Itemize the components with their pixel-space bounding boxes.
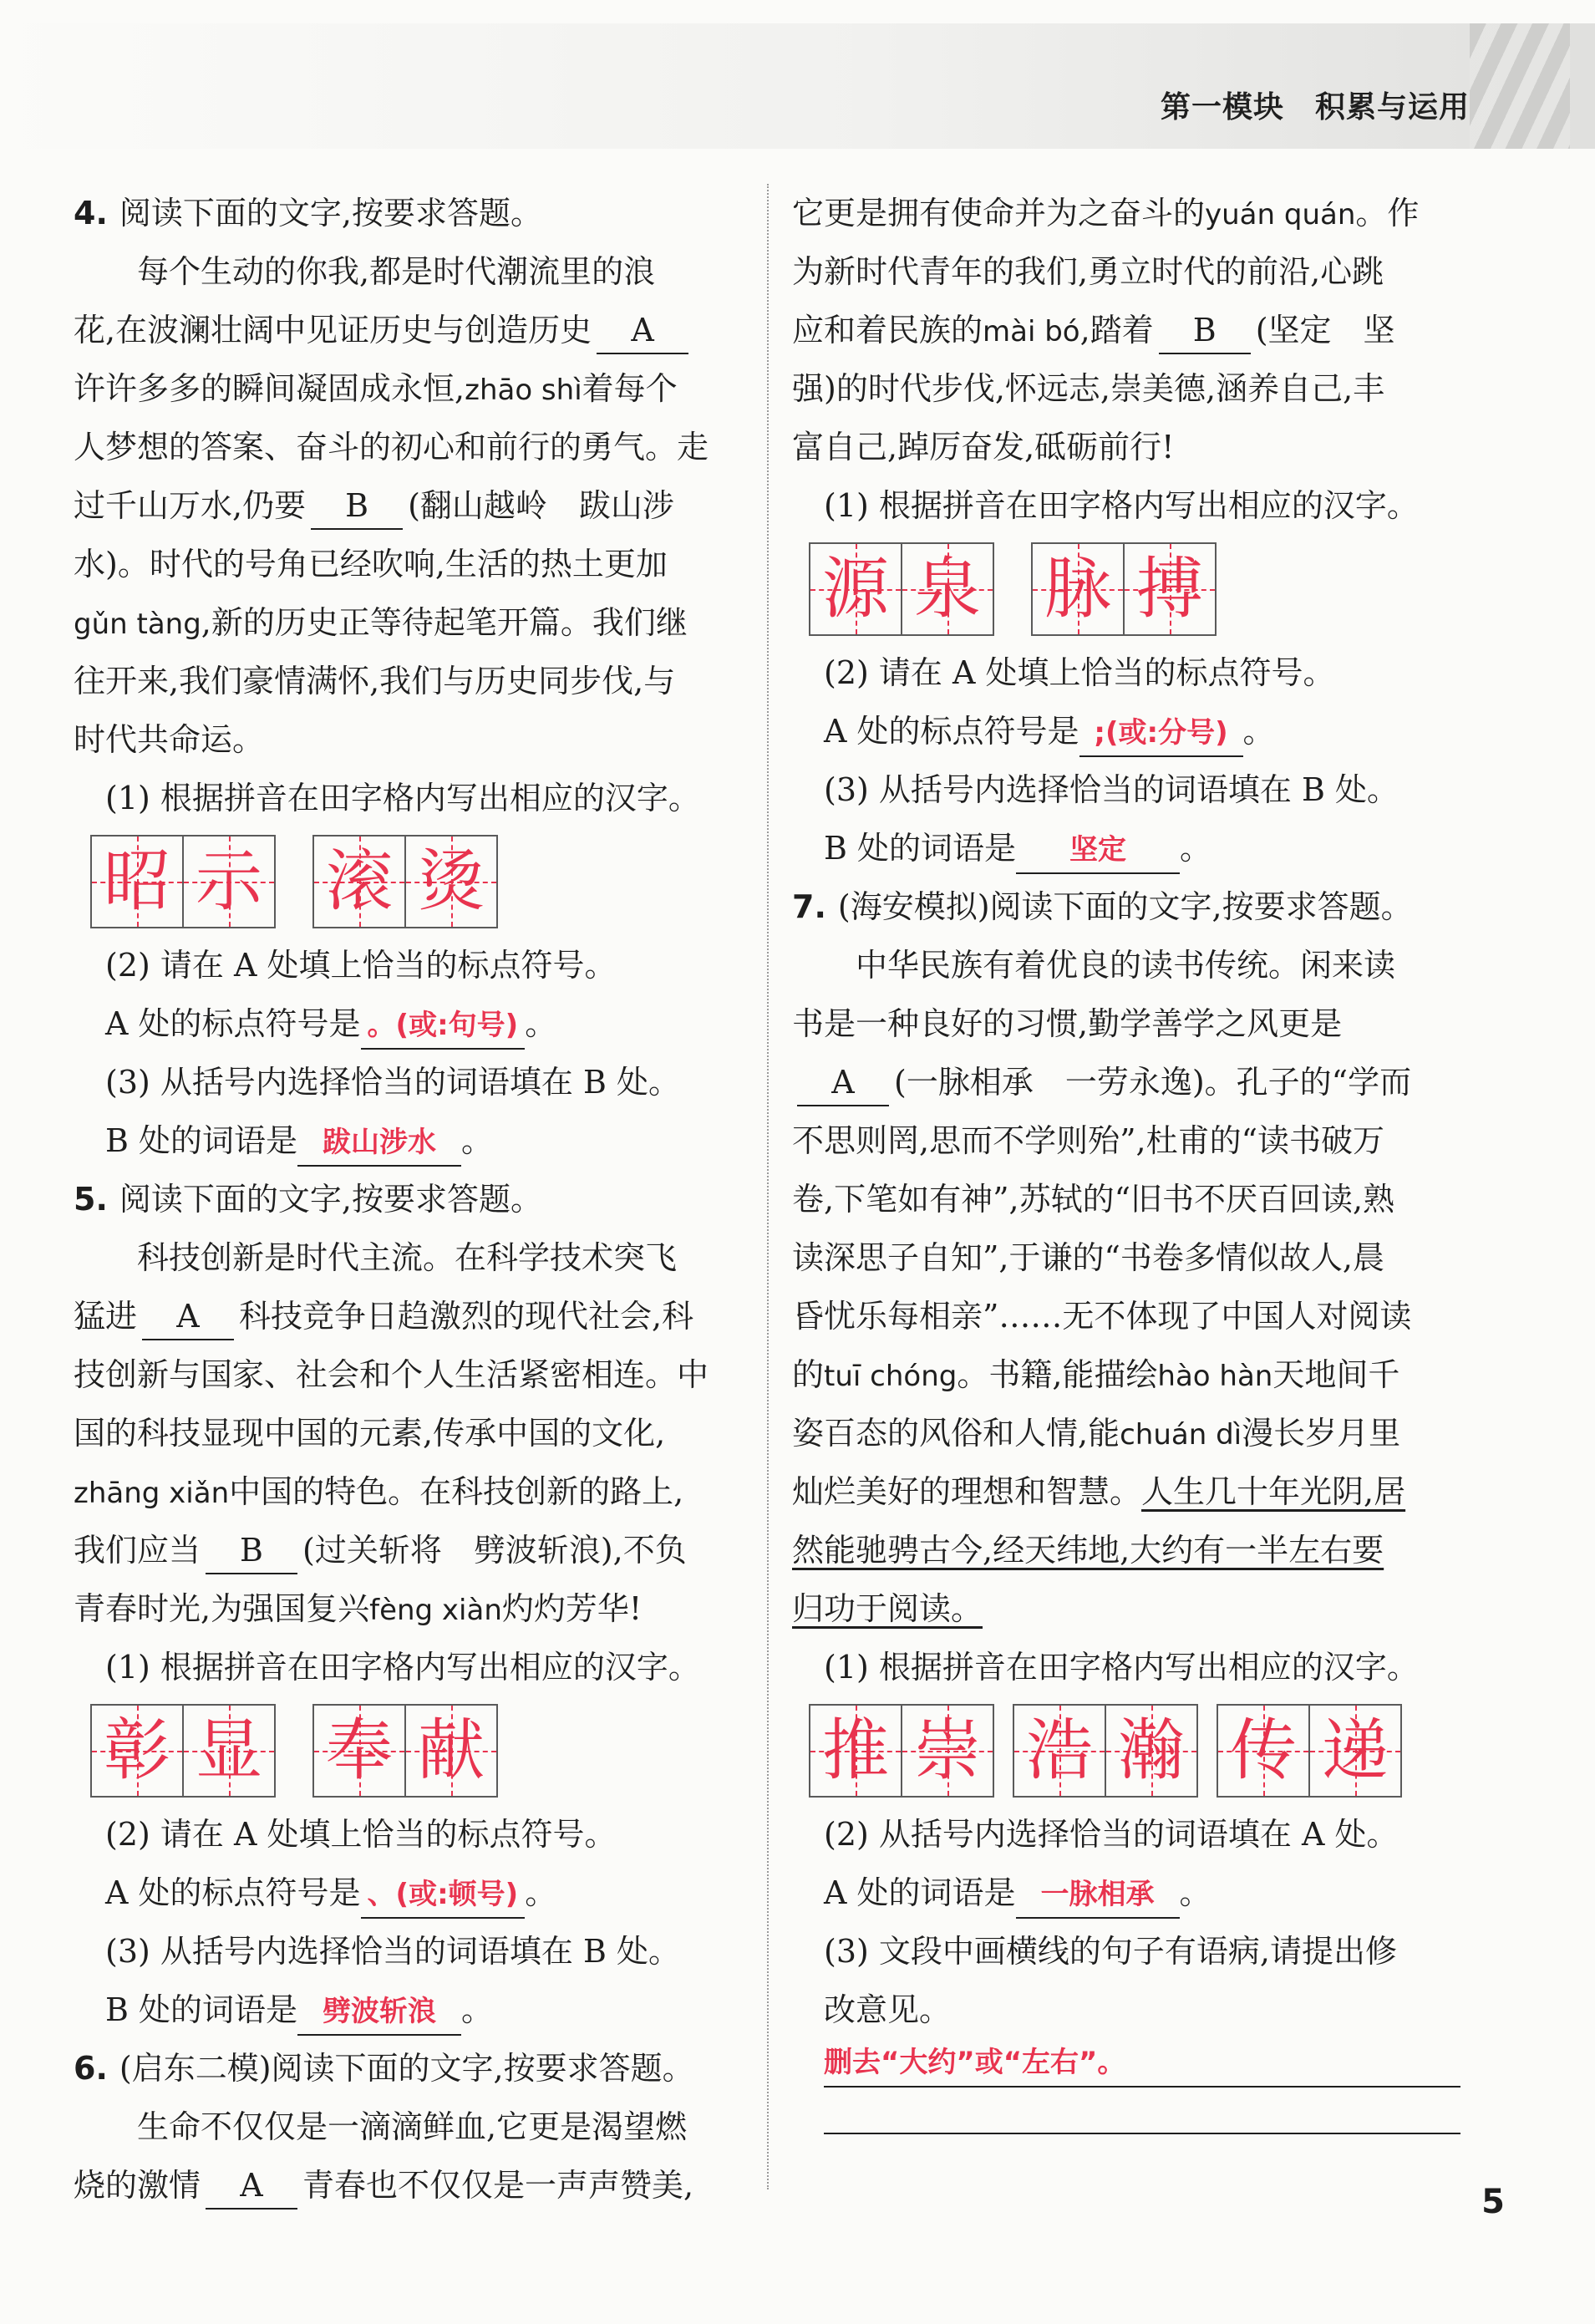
tianzige-cell: 浩 <box>1013 1704 1105 1798</box>
passage-line: 青春时光,为强国复兴fèng xiàn灼灼芳华! <box>74 1590 643 1627</box>
underlined-sentence: 然能驰骋古今,经天纬地,大约有一半左右要 <box>792 1532 1384 1569</box>
tianzige-cell: 显 <box>182 1704 276 1798</box>
blank-b: B <box>1159 308 1251 354</box>
passage-line <box>792 1579 1460 1638</box>
pinyin: gǔn tàng <box>74 608 201 641</box>
tianzige-cell: 献 <box>404 1704 498 1798</box>
tianzige-cell: 昭 <box>90 835 182 928</box>
passage-line: 水)。时代的号角已经吹响,生活的热土更加 <box>74 546 668 582</box>
sub-question: 改意见。 <box>824 1991 952 2028</box>
passage-line: 的tuī chóng。书籍,能描绘hào hàn天地间千 <box>792 1356 1400 1393</box>
underlined-sentence: 人生几十年光阴,居 <box>1141 1473 1406 1510</box>
answer-line: B 处的词语是 跋山涉水 。 <box>74 1111 742 1170</box>
tianzige-cell: 传 <box>1217 1704 1308 1798</box>
answer-text: 劈波斩浪 <box>297 1989 461 2036</box>
passage-line: 昏忧乐每相亲”……无不体现了中国人对阅读 <box>792 1298 1412 1335</box>
blank-a: A <box>142 1294 234 1340</box>
passage-line: 烧的激情 A 青春也不仅仅是一声声赞美, <box>74 2156 742 2215</box>
tianzige-cell: 脉 <box>1031 542 1123 636</box>
tianzige-cell: 推 <box>809 1704 901 1798</box>
tianzige-cell: 奉 <box>312 1704 404 1798</box>
tianzige-word <box>312 1704 498 1798</box>
passage-line: 卷,下笔如有神”,苏轼的“旧书不厌百回读,熟 <box>792 1181 1395 1218</box>
question-4-prompt: 4. 阅读下面的文字,按要求答题。 <box>74 195 542 231</box>
sub-question: (3) 文段中画横线的句子有语病,请提出修 <box>824 1933 1397 1970</box>
passage-line: 生命不仅仅是一滴滴鲜血,它更是渴望燃 <box>137 2108 688 2145</box>
left-column <box>74 184 742 2215</box>
passage-line: 人梦想的答案、奋斗的初心和前行的勇气。走 <box>74 429 709 465</box>
tianzige-answers <box>792 535 1460 643</box>
passage-line: 富自己,踔厉奋发,砥砺前行! <box>792 429 1175 465</box>
answer-line: B 处的词语是 坚定 。 <box>792 819 1460 877</box>
tianzige-cell: 示 <box>182 835 276 928</box>
passage-line: 花,在波澜壮阔中见证历史与创造历史 A <box>74 301 742 359</box>
passage-line: 姿百态的风俗和人情,能chuán dì漫长岁月里 <box>792 1415 1401 1452</box>
column-divider <box>767 184 769 2189</box>
sub-question: (2) 请在 A 处填上恰当的标点符号。 <box>824 654 1335 691</box>
passage-line: 不思则罔,思而不学则殆”,杜甫的“读书破万 <box>792 1122 1385 1159</box>
question-number: 4. <box>74 195 108 231</box>
passage-line: gǔn tàng,新的历史正等待起笔开篇。我们继 <box>74 604 688 641</box>
tianzige-cell: 崇 <box>901 1704 994 1798</box>
passage-line: 每个生动的你我,都是时代潮流里的浪 <box>137 253 656 290</box>
blank-a: A <box>597 308 688 354</box>
passage-line <box>792 1521 1460 1579</box>
pinyin: chuán dì <box>1120 1418 1242 1452</box>
answer-text: ;(或:分号) <box>1079 710 1243 757</box>
pinyin: zhāng xiǎn <box>74 1477 230 1510</box>
passage-line: 灿烂美好的理想和智慧。人生几十年光阴,居 <box>792 1473 1406 1510</box>
passage-line: 读深思子自知”,于谦的“书卷多情似故人,晨 <box>792 1239 1385 1276</box>
tianzige-word <box>1031 542 1217 636</box>
passage-line: 国的科技显现中国的元素,传承中国的文化, <box>74 1415 666 1452</box>
tianzige-cell: 烫 <box>404 835 498 928</box>
passage-line: 书是一种良好的习惯,勤学善学之风更是 <box>792 1005 1343 1042</box>
tianzige-answers <box>792 1696 1460 1805</box>
sub-question: (1) 根据拼音在田字格内写出相应的汉字。 <box>824 487 1419 524</box>
tianzige-word <box>90 835 276 928</box>
page-header-title: 第一模块 积累与运用 <box>1160 90 1470 125</box>
sub-question: (2) 从括号内选择恰当的词语填在 A 处。 <box>824 1816 1399 1853</box>
passage-line: 往开来,我们豪情满怀,我们与历史同步伐,与 <box>74 663 676 699</box>
tianzige-word <box>809 542 994 636</box>
passage-line: 应和着民族的mài bó,踏着 B (坚定 坚 <box>792 301 1460 359</box>
pinyin: hào hàn <box>1157 1360 1273 1393</box>
tianzige-answers <box>74 1696 742 1805</box>
passage-line: 它更是拥有使命并为之奋斗的yuán quán。作 <box>792 195 1420 231</box>
tianzige-word <box>312 835 498 928</box>
passage-line: 技创新与国家、社会和个人生活紧密相连。中 <box>74 1356 709 1393</box>
tianzige-cell: 搏 <box>1123 542 1217 636</box>
right-column <box>792 184 1460 2134</box>
question-number: 6. <box>74 2050 108 2087</box>
tianzige-word <box>809 1704 994 1798</box>
sub-question: (2) 请在 A 处填上恰当的标点符号。 <box>105 1816 617 1853</box>
header-decoration <box>1470 23 1570 149</box>
blank-a: A <box>206 2163 297 2210</box>
answer-line: A 处的词语是 一脉相承 。 <box>792 1864 1460 1922</box>
passage-line: 中华民族有着优良的读书传统。闲来读 <box>856 947 1396 984</box>
page-number: 5 <box>1481 2183 1505 2221</box>
blank-b: B <box>311 483 403 530</box>
question-6-prompt: 6. (启东二模)阅读下面的文字,按要求答题。 <box>74 2050 694 2087</box>
question-7-prompt: 7. (海安模拟)阅读下面的文字,按要求答题。 <box>792 888 1413 925</box>
sub-question: (3) 从括号内选择恰当的词语填在 B 处。 <box>824 771 1399 808</box>
sub-question: (2) 请在 A 处填上恰当的标点符号。 <box>105 947 617 984</box>
blank-a: A <box>797 1060 889 1106</box>
tianzige-word <box>1013 1704 1198 1798</box>
answer-text: 跋山涉水 <box>297 1120 461 1167</box>
tianzige-cell: 瀚 <box>1105 1704 1198 1798</box>
pinyin: tuī chóng <box>824 1360 958 1393</box>
answer-text: 。(或:句号) <box>361 1003 526 1050</box>
passage-line: 强)的时代步伐,怀远志,崇美德,涵养自己,丰 <box>792 370 1385 407</box>
answer-line: B 处的词语是 劈波斩浪 。 <box>74 1981 742 2039</box>
sub-question: (1) 根据拼音在田字格内写出相应的汉字。 <box>105 1649 700 1686</box>
pinyin: fèng xiàn <box>369 1594 502 1627</box>
sub-question: (3) 从括号内选择恰当的词语填在 B 处。 <box>105 1933 680 1970</box>
tianzige-word <box>90 1704 276 1798</box>
sub-question: (1) 根据拼音在田字格内写出相应的汉字。 <box>824 1649 1419 1686</box>
blank-b: B <box>206 1528 297 1574</box>
tianzige-cell: 彰 <box>90 1704 182 1798</box>
empty-answer-line <box>824 2088 1460 2134</box>
pinyin: mài bó <box>983 315 1080 348</box>
pinyin: zhāo shì <box>465 374 582 407</box>
tianzige-cell: 泉 <box>901 542 994 636</box>
passage-line: 我们应当 B (过关斩将 劈波斩浪),不负 <box>74 1521 742 1579</box>
passage-line: zhāng xiǎn中国的特色。在科技创新的路上, <box>74 1473 684 1510</box>
passage-line: 许许多多的瞬间凝固成永恒,zhāo shì着每个 <box>74 370 678 407</box>
tianzige-cell: 递 <box>1308 1704 1402 1798</box>
sub-question: (3) 从括号内选择恰当的词语填在 B 处。 <box>105 1064 680 1101</box>
tianzige-answers <box>74 827 742 936</box>
question-5-prompt: 5. 阅读下面的文字,按要求答题。 <box>74 1181 542 1218</box>
answer-text: 一脉相承 <box>1016 1872 1180 1919</box>
answer-text: 删去“大约”或“左右”。 <box>824 2039 1460 2088</box>
passage-line: 时代共命运。 <box>74 721 265 758</box>
answer-text: 坚定 <box>1016 827 1180 874</box>
passage-line: 为新时代青年的我们,勇立时代的前沿,心跳 <box>792 253 1384 290</box>
underlined-sentence: 归功于阅读。 <box>792 1590 983 1627</box>
question-number: 5. <box>74 1181 108 1218</box>
tianzige-cell: 源 <box>809 542 901 636</box>
question-number: 7. <box>792 888 826 925</box>
passage-line: A (一脉相承 一劳永逸)。孔子的“学而 <box>792 1053 1460 1111</box>
answer-line: A 处的标点符号是 。(或:句号) 。 <box>74 994 742 1053</box>
answer-line: A 处的标点符号是 、(或:顿号) 。 <box>74 1864 742 1922</box>
tianzige-cell: 滚 <box>312 835 404 928</box>
answer-text: 、(或:顿号) <box>361 1872 526 1919</box>
answer-line: A 处的标点符号是 ;(或:分号) 。 <box>792 702 1460 760</box>
passage-line: 科技创新是时代主流。在科学技术突飞 <box>137 1239 678 1276</box>
passage-line: 猛进 A 科技竞争日趋激烈的现代社会,科 <box>74 1287 742 1345</box>
sub-question: (1) 根据拼音在田字格内写出相应的汉字。 <box>105 780 700 816</box>
tianzige-word <box>1217 1704 1402 1798</box>
passage-line: 过千山万水,仍要 B (翻山越岭 跋山涉 <box>74 476 742 535</box>
pinyin: yuán quán <box>1205 198 1356 231</box>
